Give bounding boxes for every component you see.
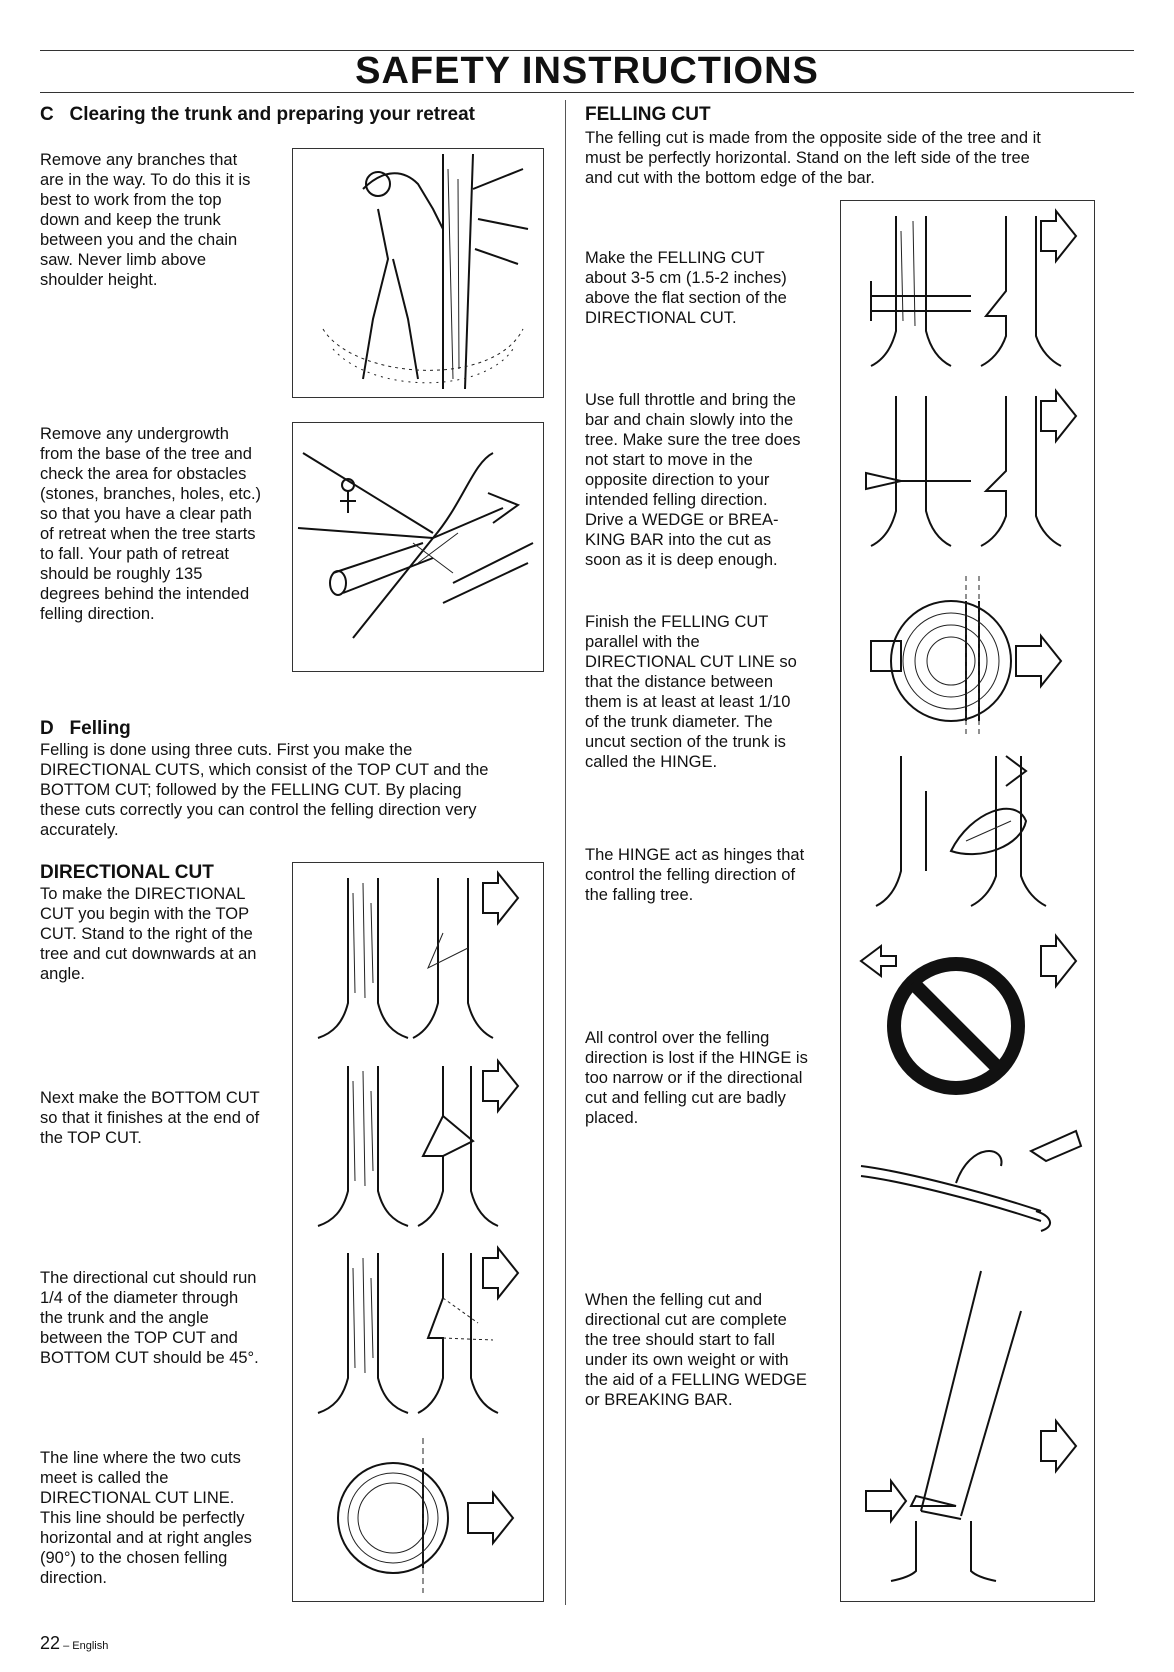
wedge-insert-icon	[841, 391, 1094, 571]
illustration-retreat	[292, 422, 544, 672]
illustration-limbing	[292, 148, 544, 398]
directional-cut-para-4: The line where the two cuts meet is called the DIRECTIONAL CUT LINE. This line should be perfectly horizontal and at right angles (90°) to the chosen felling direction.	[40, 1449, 252, 1587]
felling-cut-intro: The felling cut is made from the opposite side of the tree and it must be perfectly horizontal. Stand on the left side of the tree and cut with the bottom edge of the bar.	[585, 129, 1041, 187]
section-d-para: Felling is done using three cuts. First you make the DIRECTIONAL CUTS, which consist of the TOP CUT and the BOTTOM CUT; followed by the FELLING CUT. By placing these cuts correctly you can control the felling direction very accurately.	[40, 741, 489, 839]
title-underline	[40, 92, 1134, 93]
illustration-directional-cut	[292, 862, 544, 1602]
section-c-para-1: Remove any branches that are in the way. To do this it is best to work from the top down and keep the trunk between you and the chain saw. Never limb above shoulder height.	[40, 151, 251, 289]
retreat-path-icon	[293, 423, 543, 671]
section-c-heading: C Clearing the trunk and preparing your retreat	[40, 104, 475, 125]
directional-cut-para-2: Next make the BOTTOM CUT so that it finishes at the end of the TOP CUT.	[40, 1089, 260, 1147]
felling-cut-para-2: Use full throttle and bring the bar and chain slowly into the tree. Make sure the tree does not start to move in the opposite direction to your intended felling direction. Drive a WEDGE or BREA- KING BAR into the cut as soon as it is deep enough.	[585, 391, 801, 569]
felling-cut-para-1: Make the FELLING CUT about 3-5 cm (1.5-2 inches) above the flat section of the DIRECTIONAL CUT.	[585, 249, 787, 327]
page-title: SAFETY INSTRUCTIONS	[355, 50, 819, 92]
footer-language: – English	[60, 1640, 109, 1652]
prohibited-icon	[841, 936, 1094, 1116]
limbing-figure-icon	[293, 149, 543, 397]
felling-cut-para-4: The HINGE act as hinges that control the felling direction of the falling tree.	[585, 846, 805, 904]
directional-cut-para-3: The directional cut should run 1/4 of the diameter through the trunk and the angle between the TOP CUT and BOTTOM CUT should be 45°.	[40, 1269, 259, 1367]
wedge-and-bar-icon	[841, 1121, 1094, 1241]
felling-cut-heading: FELLING CUT	[585, 104, 711, 125]
section-d-heading: D Felling	[40, 718, 131, 739]
hinge-action-icon	[841, 751, 1094, 931]
felling-cut-para-6: When the felling cut and directional cut are complete the tree should start to fall under its own weight or with the aid of a FELLING WEDGE or BREAKING BAR.	[585, 1291, 807, 1409]
directional-cut-para-1: To make the DIRECTIONAL CUT you begin with the TOP CUT. Stand to the right of the tree and cut downwards at an angle.	[40, 885, 257, 983]
felling-cut-height-icon	[841, 211, 1094, 391]
page-number: 22	[40, 1633, 61, 1653]
directional-cut-line-icon	[293, 1433, 543, 1593]
falling-tree-icon	[841, 1251, 1094, 1581]
section-c-para-2: Remove any undergrowth from the base of the tree and check the area for obstacles (stones, branches, holes, etc.) so that you have a clear path of retreat when the tree starts to fall. Your path of retreat should be roughly 135 degrees behind the intended felling direction.	[40, 425, 262, 623]
directional-cut-heading: DIRECTIONAL CUT	[40, 862, 214, 883]
felling-cut-para-5: All control over the felling direction is lost if the HINGE is too narrow or if the directional cut and felling cut are badly placed.	[585, 1029, 808, 1127]
column-divider	[565, 100, 566, 1605]
felling-cut-para-3: Finish the FELLING CUT parallel with the DIRECTIONAL CUT LINE so that the distance between them is at least at least 1/10 of the trunk diameter. The uncut section of the trunk is called the HINGE.	[585, 613, 797, 771]
top-cut-icon	[293, 873, 543, 1053]
illustration-felling-cut	[840, 200, 1095, 1602]
page-footer	[40, 1633, 108, 1654]
hinge-top-view-icon	[841, 571, 1094, 751]
cut-angle-icon	[293, 1248, 543, 1428]
bottom-cut-icon	[293, 1061, 543, 1241]
